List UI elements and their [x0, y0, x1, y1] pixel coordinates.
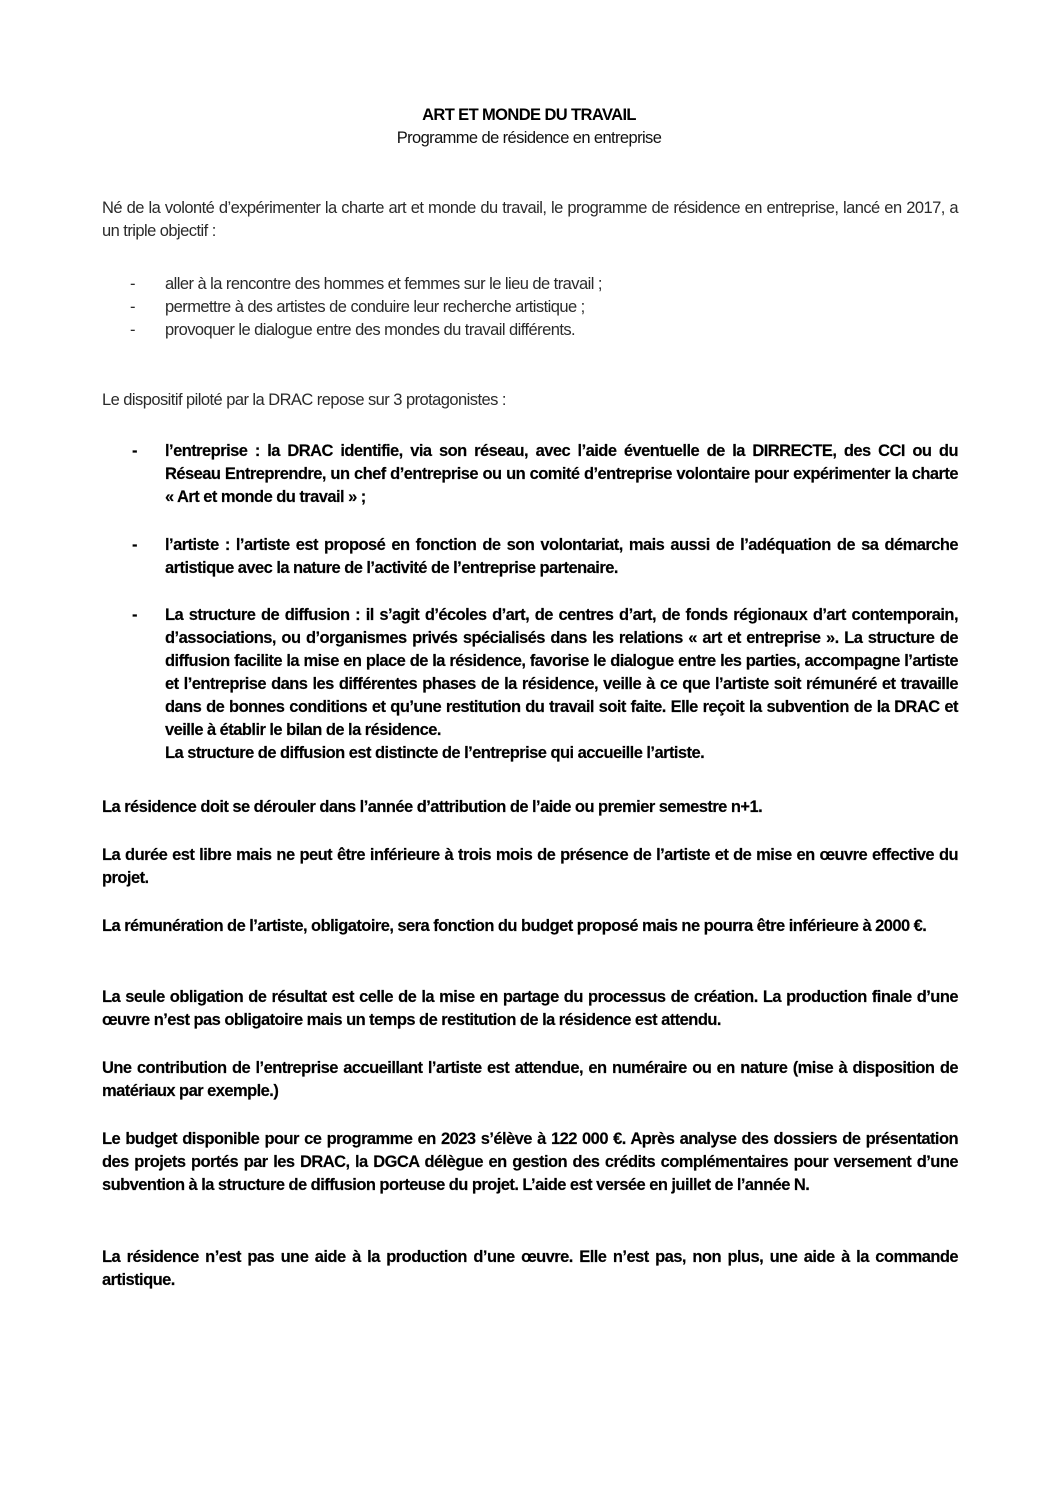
- protagonist-item-entreprise: [102, 440, 958, 509]
- intro-paragraph: Né de la volonté d’expérimenter la charte art et monde du travail, le programme de résidence en entreprise, lancé en 2017, a un triple objectif :: [102, 199, 958, 240]
- paragraph-not-production-aid: La résidence n’est pas une aide à la production d’une œuvre. Elle n’est pas, non plus, une aide à la commande artistique.: [102, 1248, 958, 1289]
- protagonist-item-structure: [102, 604, 958, 765]
- protagonists-intro: Le dispositif piloté par la DRAC repose sur 3 protagonistes :: [102, 391, 506, 409]
- bullet-dash: -: [132, 442, 137, 460]
- paragraph-residence-period: La résidence doit se dérouler dans l’année d’attribution de l’aide ou premier semestre n+1.: [102, 798, 763, 816]
- protagonist-extra-text: La structure de diffusion est distincte de l’entreprise qui accueille l’artiste.: [165, 744, 705, 762]
- bullet-dash: -: [132, 606, 137, 624]
- paragraph-budget: Le budget disponible pour ce programme en 2023 s’élève à 122 000 €. Après analyse des dossiers de présentation des projets portés par les DRAC, la DGCA délègue en gestion des crédits complémentaires pour versement d’une subvention à la structure de diffusion porteuse du projet. L’aide est versée en juillet de l’année N.: [102, 1130, 958, 1194]
- bullet-dash: -: [130, 321, 135, 339]
- paragraph-contribution: Une contribution de l’entreprise accueillant l’artiste est attendue, en numéraire ou en nature (mise à disposition de matériaux par exemple.): [102, 1059, 958, 1100]
- objective-text: provoquer le dialogue entre des mondes du travail différents.: [165, 321, 576, 339]
- protagonist-text: l’entreprise : la DRAC identifie, via son réseau, avec l’aide éventuelle de la DIRRECTE, des CCI ou du Réseau Entreprendre, un chef d’entreprise ou un comité d’entreprise volontaire pour expérimenter la charte « Art et monde du travail » ;: [165, 442, 958, 506]
- bullet-dash: -: [130, 275, 135, 293]
- objective-item: [102, 273, 958, 296]
- objective-text: aller à la rencontre des hommes et femmes sur le lieu de travail ;: [165, 275, 602, 293]
- objective-item: [102, 296, 958, 319]
- objective-item: [102, 319, 958, 342]
- objectives-list: [102, 273, 958, 342]
- paragraph-obligation: La seule obligation de résultat est celle de la mise en partage du processus de création. La production finale d’une œuvre n’est pas obligatoire mais un temps de restitution de la résidence est attendu.: [102, 988, 958, 1029]
- bullet-dash: -: [130, 298, 135, 316]
- paragraph-remuneration: La rémunération de l’artiste, obligatoire, sera fonction du budget proposé mais ne pourra être inférieure à 2000 €.: [102, 917, 927, 935]
- document-subtitle: Programme de résidence en entreprise: [396, 129, 662, 147]
- bullet-dash: -: [132, 536, 137, 554]
- document-title: ART ET MONDE DU TRAVAIL: [422, 106, 636, 124]
- protagonist-text: La structure de diffusion : il s’agit d’écoles d’art, de centres d’art, de fonds régionaux d’art contemporain, d’associations, ou d’organismes privés spécialisés dans les relations « art et entreprise ». La structure de diffusion facilite la mise en place de la résidence, favorise le dialogue entre les parties, accompagne l’artiste et l’entreprise dans les différentes phases de la résidence, veille à ce que l’artiste soit rémunéré et travaille dans de bonnes conditions et qu’une restitution du travail soit faite. Elle reçoit la subvention de la DRAC et veille à établir le bilan de la résidence.: [165, 606, 958, 739]
- protagonist-item-artiste: [102, 534, 958, 580]
- objective-text: permettre à des artistes de conduire leur recherche artistique ;: [165, 298, 585, 316]
- protagonist-text: l’artiste : l’artiste est proposé en fonction de son volontariat, mais aussi de l’adéquation de sa démarche artistique avec la nature de l’activité de l’entreprise partenaire.: [165, 536, 958, 577]
- paragraph-duration: La durée est libre mais ne peut être inférieure à trois mois de présence de l’artiste et de mise en œuvre effective du projet.: [102, 846, 958, 887]
